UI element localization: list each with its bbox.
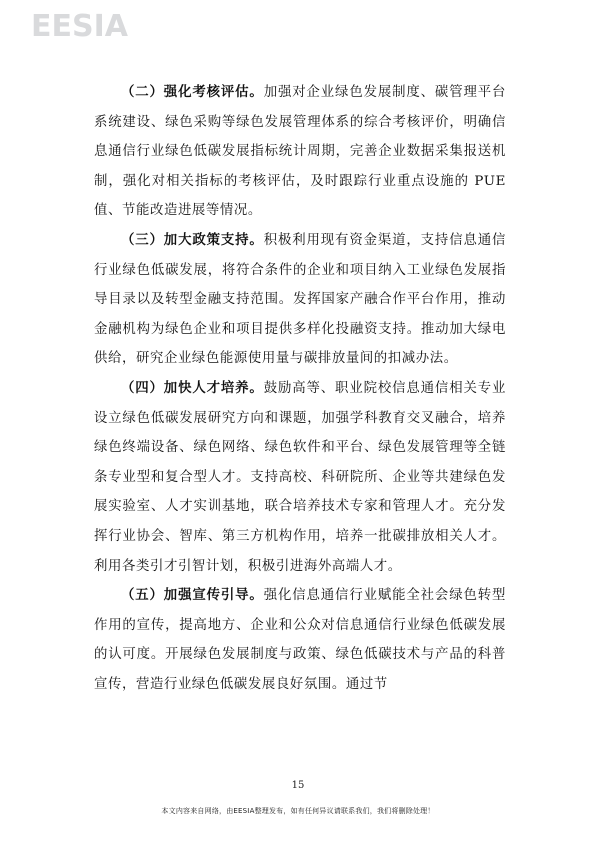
eesia-logo: EESIA: [31, 9, 128, 44]
heading-publicity: （五）加强宣传引导。: [121, 587, 264, 604]
text-talent: 鼓励高等、职业院校信息通信相关专业设立绿色低碳发展研究方向和课题，加强学科教育交叉融合，培养绿色终端设备、绿色网络、绿色软件和平台、绿色发展管理等全链条专业型和复合型人才。支持高校、科研院所、企业等共建绿色发展实验室、人才实训基地，联合培养技术专家和管理人才。充分发挥行业协会、智库、第三方机构作用，培养一批碳排放相关人才。利用各类引才引智计划，积极引进海外高端人才。: [94, 380, 507, 574]
text-policy: 积极利用现有资金渠道，支持信息通信行业绿色低碳发展，将符合条件的企业和项目纳入工业绿色发展指导目录以及转型金融支持范围。发挥国家产融合作平台作用，推动金融机构为绿色企业和项目提供多样化投融资支持。推动加大绿电供给，研究企业绿色能源使用量与碳排放量间的扣减办法。: [94, 232, 507, 367]
text-publicity: 强化信息通信行业赋能全社会绿色转型作用的宣传，提高地方、企业和公众对信息通信行业绿色低碳发展的认可度。开展绿色发展制度与政策、绿色低碳技术与产品的科普宣传，营造行业绿色低碳发展良好氛围。通过节: [94, 588, 507, 692]
heading-talent: （四）加快人才培养。: [121, 379, 264, 396]
text-assessment: 加强对企业绿色发展制度、碳管理平台系统建设、绿色采购等绿色发展管理体系的综合考核评价，明确信息通信行业绿色低碳发展指标统计周期，完善企业数据采集报送机制，强化对相关指标的考核评估，及时跟踪行业重点设施的 PUE 值、节能改造进展等情况。: [94, 85, 507, 219]
paragraph-publicity: [94, 581, 506, 699]
page-number: 15: [291, 780, 305, 791]
footer-disclaimer: 本文内容来自网络，由EESIA整理发布，如有任何异议请联系我们，我们将删除处理！: [161, 807, 435, 815]
paragraph-policy: [94, 226, 506, 374]
heading-policy: （三）加大政策支持。: [121, 231, 264, 248]
document-body: [94, 78, 506, 699]
paragraph-talent: [94, 374, 506, 581]
paragraph-assessment: [94, 78, 506, 226]
heading-assessment: （二）强化考核评估。: [121, 84, 264, 100]
